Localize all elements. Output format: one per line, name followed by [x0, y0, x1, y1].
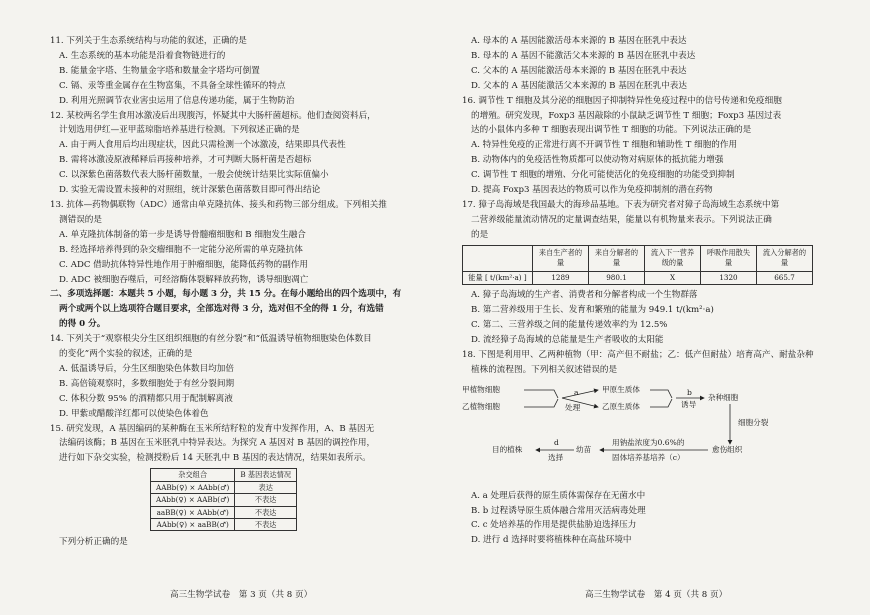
question-15-options — [462, 34, 840, 94]
table-cell: X — [645, 271, 701, 285]
question-stem: 植株的流程图。下列相关叙述错误的是 — [471, 364, 618, 375]
option-a: A. 低温诱导后，分生区细胞染色体数目均加倍 — [59, 363, 234, 374]
medium-label-1: 用钠盐浓度为0.6%的 — [612, 437, 685, 447]
table-cell: 表达 — [235, 481, 297, 493]
table-cell: AAbb(♀) × AABb(♂) — [151, 494, 235, 506]
question-14 — [50, 332, 426, 421]
question-16 — [462, 94, 840, 198]
option-a: A. 由于两人食用后均出现症状，因此只需检测一个冰激凌，结果即具代表性 — [59, 140, 346, 151]
select-label: 选择 — [548, 452, 564, 462]
question-stem: 15. 研究发现，A 基因编码的某种酶在玉米所结籽粒的发育中发挥作用，A、B 基因无 — [50, 423, 375, 434]
option-c: C. 镉、汞等重金属存在生物富集，不具备全球性循环的特点 — [59, 80, 286, 91]
step-b-label: b — [687, 387, 692, 397]
option-d: D. 提高 Foxp3 基因表达的物质可以作为免疫抑制剂的潜在药物 — [471, 185, 713, 196]
cross-results-table — [150, 468, 297, 531]
table-header: 呼吸作用散失量 — [701, 245, 757, 271]
question-15 — [50, 422, 426, 551]
option-c: C. ADC 借助抗体特异性地作用于肿瘤细胞，能降低药物的副作用 — [59, 259, 308, 270]
section-2-heading — [50, 287, 426, 332]
question-stem: 的增殖。研究发现，Foxp3 基因敲除的小鼠缺乏调节性 T 细胞；Foxp3 基因过表 — [471, 110, 782, 121]
table-header: B 基因表达情况 — [235, 469, 297, 481]
table-cell: 1289 — [533, 271, 589, 285]
question-stem: 14. 下列关于“观察根尖分生区组织细胞的有丝分裂”和“低温诱导植物细胞染色体数目 — [50, 334, 372, 345]
option-b: B. 母本的 A 基因不能激活父本来源的 B 基因在胚乳中表达 — [471, 50, 696, 61]
cell-division-label: 细胞分裂 — [738, 417, 769, 427]
option-d: D. 流经獐子岛海域的总能量是生产者吸收的太阳能 — [471, 334, 664, 345]
option-c: C. 第二、三营养级之间的能量传递效率约为 12.5% — [471, 320, 668, 330]
table-cell: 不表达 — [235, 494, 297, 506]
table-row — [151, 494, 297, 506]
question-11 — [50, 34, 426, 109]
table-cell: 980.1 — [589, 271, 645, 285]
target-plant: 目的植株 — [492, 444, 523, 454]
table-header-row — [151, 469, 297, 481]
section-heading-line: 两个或两个以上选项符合题目要求，全部选对得 3 分，选对但不全的得 1 分，有选错 — [59, 304, 384, 315]
callus: 愈伤组织 — [712, 444, 743, 454]
question-stem: 16. 调节性 T 细胞及其分泌的细胞因子抑制特异性免疫过程中的信号传递和免疫细胞 — [462, 95, 782, 106]
plant-a-cell: 甲植物细胞 — [462, 384, 500, 394]
induce-label: 诱导 — [681, 399, 697, 409]
option-c: C. 以深紫色菌落数代表大肠杆菌数量，一般会使统计结果比实际值偏小 — [59, 170, 329, 181]
step-a-label: a — [574, 387, 579, 397]
table-header: 来自生产者的量 — [533, 245, 589, 271]
option-b: B. 动物体内的免疫活性物质都可以使动物对病原体的抵抗能力增强 — [471, 155, 724, 166]
table-row — [463, 271, 813, 285]
table-row — [151, 518, 297, 530]
option-b: B. 高倍镜观察时，多数细胞处于有丝分裂间期 — [59, 378, 235, 389]
option-a: A. 母本的 A 基因能激活母本来源的 B 基因在胚乳中表达 — [471, 36, 687, 46]
energy-flow-table — [462, 245, 813, 286]
seedling: 幼苗 — [576, 444, 592, 454]
question-tail: 下列分析正确的是 — [59, 537, 128, 548]
option-b: B. 能量金字塔、生物量金字塔和数量金字塔均可倒置 — [59, 65, 260, 76]
table-cell: AABb(♀) × AAbb(♂) — [151, 481, 235, 493]
option-d: D. 父本的 A 基因能激活父本来源的 B 基因在胚乳中表达 — [471, 80, 687, 91]
question-18 — [462, 348, 840, 548]
option-b: B. 第二营养级用于生长、发育和繁殖的能量为 949.1 t/(km²·a) — [471, 305, 714, 316]
option-b: B. 经选择培养得到的杂交瘤细胞不一定能分泌所需的单克隆抗体 — [59, 244, 303, 255]
row-label: 能量 [ t/(km²·a) ] — [463, 271, 533, 285]
step-d-label: d — [554, 437, 559, 447]
table-cell: 不表达 — [235, 518, 297, 530]
option-d: D. ADC 被细胞吞噬后，可经溶酶体裂解释放药物，诱导细胞凋亡 — [59, 274, 309, 285]
question-12 — [50, 109, 426, 198]
section-heading-line: 的得 0 分。 — [59, 319, 106, 330]
option-c: C. c 处培养基的作用是提供盐胁迫选择压力 — [471, 520, 637, 531]
question-stem: 进行如下杂交实验，检测授粉后 14 天胚乳中 B 基因的表达情况，结果如表所示。 — [59, 453, 371, 464]
table-cell: 1320 — [701, 271, 757, 285]
question-stem: 12. 某校两名学生食用冰激凌后出现腹泻，怀疑其中大肠杆菌超标。他们查阅资料后， — [50, 110, 376, 121]
question-stem: 的是 — [471, 229, 489, 240]
question-stem: 的变化”两个实验的叙述，正确的是 — [59, 349, 193, 360]
option-c: C. 体积分数 95% 的酒精都只用于配制解离液 — [59, 393, 233, 404]
page-footer-left: 高三生物学试卷 第 3 页（共 8 页） — [170, 590, 313, 600]
question-stem: 计划选用伊红—亚甲蓝琼脂培养基进行检测。下列叙述正确的是 — [59, 125, 300, 136]
table-header: 杂交组合 — [151, 469, 235, 481]
option-a: A. a 处理后获得的原生质体需保存在无菌水中 — [471, 490, 646, 501]
page-footer-right: 高三生物学试卷 第 4 页（共 8 页） — [585, 590, 728, 600]
hybrid-cell: 杂种细胞 — [708, 392, 739, 402]
question-17 — [462, 198, 840, 348]
option-a: A. 生态系统的基本功能是沿着食物链进行的 — [59, 50, 226, 61]
medium-label-2: 固体培养基培养（c） — [612, 452, 685, 462]
option-a: A. 单克隆抗体制备的第一步是诱导骨髓瘤细胞和 B 细胞发生融合 — [59, 229, 306, 240]
question-stem: 法编码该酶；B 基因在玉米胚乳中特异表达。为探究 A 基因对 B 基因的调控作用， — [59, 438, 376, 449]
question-stem: 11. 下列关于生态系统结构与功能的叙述，正确的是 — [50, 36, 247, 46]
table-row — [151, 481, 297, 493]
treatment-label: 处理 — [565, 402, 581, 412]
option-d: D. 进行 d 选择时要将植株种在高盐环境中 — [471, 535, 632, 546]
question-stem: 18. 下图是利用甲、乙两种植物（甲：高产但不耐盐；乙：低产但耐盐）培育高产、耐盐杂种 — [462, 349, 814, 360]
table-cell: aaBB(♀) × AAbb(♂) — [151, 506, 235, 518]
protoplast-a: 甲原生质体 — [602, 384, 640, 394]
section-heading-line: 二、多项选择题：本题共 5 小题，每小题 3 分，共 15 分。在每小题给出的四个选项中，有 — [50, 289, 402, 300]
option-a: A. 特异性免疫的正常进行离不开调节性 T 细胞和辅助性 T 细胞的作用 — [471, 140, 738, 151]
table-cell: 不表达 — [235, 506, 297, 518]
option-d: D. 利用光照调节农业害虫运用了信息传递功能，属于生物防治 — [59, 95, 295, 106]
option-b: B. 需将冰激凌原液稀释后再接种培养，才可判断大肠杆菌是否超标 — [59, 155, 312, 166]
page-3-column — [50, 34, 426, 550]
page-4-column — [462, 34, 840, 548]
hybrid-breeding-flowchart — [462, 380, 822, 486]
question-stem: 测错误的是 — [59, 214, 102, 225]
table-header: 流入分解者的量 — [757, 245, 813, 271]
option-b: B. b 过程诱导原生质体融合常用灭活病毒处理 — [471, 505, 646, 516]
question-stem: 13. 抗体—药物偶联物（ADC）通常由单克隆抗体、接头和药物三部分组成。下列相关推 — [50, 199, 387, 210]
flowchart-arrows — [462, 380, 822, 486]
option-c: C. 父本的 A 基因能激活母本来源的 B 基因在胚乳中表达 — [471, 65, 687, 76]
question-stem: 达的小鼠体内多种 T 细胞表现出调节性 T 细胞的功能。下列说法正确的是 — [471, 125, 752, 136]
question-13 — [50, 198, 426, 287]
option-d: D. 甲紫或醋酸洋红都可以使染色体着色 — [59, 408, 209, 419]
table-cell: AAbb(♀) × aaBB(♂) — [151, 518, 235, 530]
question-stem: 17. 獐子岛海域是我国最大的海珍品基地。下表为研究者对獐子岛海域生态系统中第 — [462, 199, 780, 210]
table-header: 流入下一营养级的量 — [645, 245, 701, 271]
table-header — [463, 245, 533, 271]
option-d: D. 实验无需设置未接种的对照组，统计深紫色菌落数目即可得出结论 — [59, 185, 321, 196]
table-row — [151, 506, 297, 518]
protoplast-b: 乙原生质体 — [602, 401, 640, 411]
table-header: 来自分解者的量 — [589, 245, 645, 271]
table-header-row — [463, 245, 813, 271]
option-a: A. 獐子岛海域的生产者、消费者和分解者构成一个生物群落 — [471, 290, 698, 301]
plant-b-cell: 乙植物细胞 — [462, 401, 500, 411]
question-stem: 二营养级能量流动情况的定量调查结果，能量以有机物量来表示。下列说法正确 — [471, 214, 772, 225]
option-c: C. 调节性 T 细胞的增殖、分化可能使活化的免疫细胞的功能受到抑制 — [471, 170, 735, 181]
table-cell: 665.7 — [757, 271, 813, 285]
